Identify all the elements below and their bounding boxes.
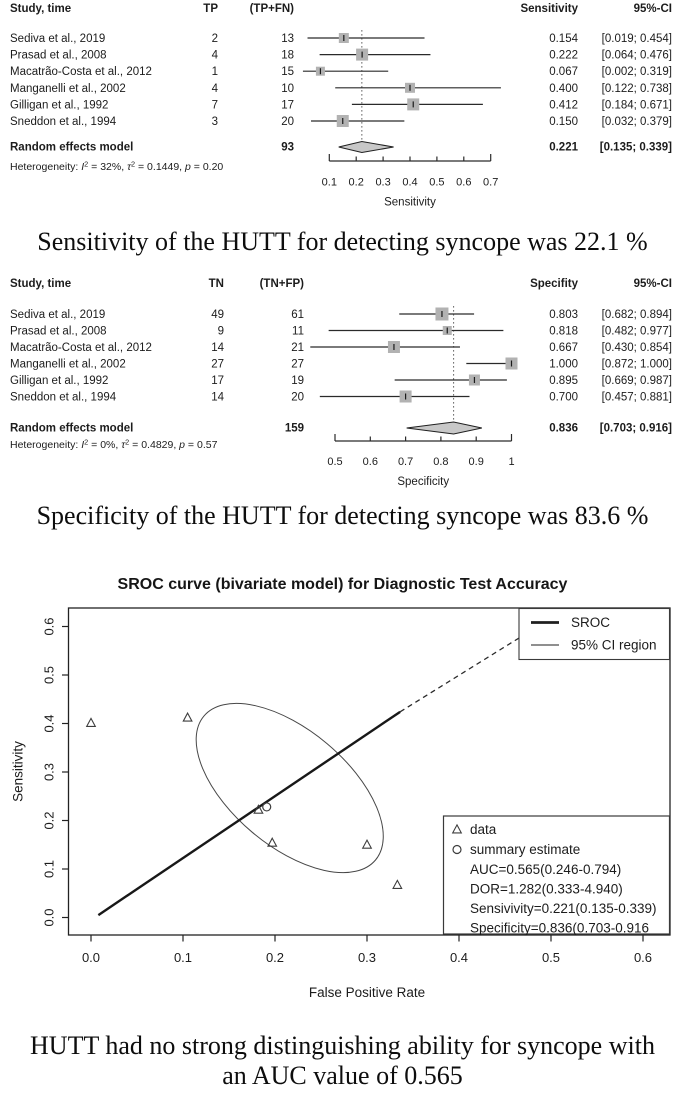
col-header-n: TN [208, 278, 224, 290]
ci-value: [0.682; 0.894] [601, 309, 672, 321]
forest-row [10, 66, 672, 78]
summary-estimate-circle [263, 803, 271, 811]
col-header-estimate: Sensitivity [520, 3, 578, 15]
pooled-diamond [407, 422, 482, 434]
estimate-value: 0.067 [549, 66, 578, 79]
ci-value: [0.482; 0.977] [601, 325, 672, 338]
legend-stat-line: Sensivivity=0.221(0.135-0.339) [470, 901, 657, 916]
axis-tick-label: 0.6 [456, 176, 472, 189]
col-header-total: (TP+FN) [249, 3, 294, 15]
total-value: 27 [291, 358, 304, 371]
axis-tick-label: 0.9 [468, 456, 484, 468]
y-axis-title: Sensitivity [10, 741, 26, 802]
axis-tick-label: 0.7 [397, 456, 414, 468]
data-triangle [363, 840, 372, 848]
total-value: 19 [291, 375, 304, 387]
col-header-ci: 95%-CI [633, 3, 672, 15]
axis-title: Sensitivity [384, 196, 436, 209]
data-triangle [87, 718, 96, 726]
study-label: Macatrão-Costa et al., 2012 [10, 66, 152, 79]
x-tick-label: 0.5 [541, 950, 561, 965]
caption-auc [0, 1031, 685, 1091]
forest-row [10, 391, 672, 404]
y-tick-label: 0.4 [41, 714, 57, 733]
estimate-value: 0.412 [549, 99, 578, 112]
study-label: Manganelli et al., 2002 [10, 82, 126, 95]
forest-row [10, 33, 672, 45]
estimate-value: 0.400 [549, 82, 578, 95]
ci-value: [0.064; 0.476] [601, 49, 672, 62]
forest-row [10, 308, 672, 322]
study-label: Gilligan et al., 1992 [10, 375, 109, 387]
pooled-label: Random effects model [10, 141, 134, 154]
pooled-total: 159 [284, 422, 304, 435]
n-value: 2 [211, 33, 218, 45]
study-label: Manganelli et al., 2002 [10, 358, 126, 371]
forest-row [10, 83, 672, 95]
sroc-line-extrapolated [400, 638, 519, 712]
n-value: 7 [211, 99, 218, 112]
total-value: 10 [281, 82, 294, 95]
study-label: Gilligan et al., 1992 [10, 99, 109, 112]
estimate-value: 0.667 [549, 342, 578, 354]
estimate-value: 0.154 [549, 33, 578, 45]
y-tick-label: 0.0 [41, 908, 57, 927]
n-value: 17 [211, 375, 224, 387]
legend-stat-line: AUC=0.565(0.246-0.794) [470, 862, 622, 877]
legend-label: data [470, 822, 497, 837]
ci-value: [0.032; 0.379] [601, 116, 672, 128]
forest-row [10, 375, 672, 388]
x-axis-title: False Positive Rate [308, 985, 426, 1000]
total-value: 61 [291, 309, 304, 321]
study-label: Macatrão-Costa et al., 2012 [10, 342, 152, 354]
data-triangle [183, 713, 192, 721]
y-tick-label: 0.6 [41, 617, 57, 636]
estimate-value: 1.000 [549, 358, 578, 371]
col-header-n: TP [203, 3, 218, 15]
study-label: Sediva et al., 2019 [10, 309, 106, 321]
pooled-diamond [339, 142, 394, 153]
ci-value: [0.457; 0.881] [601, 391, 672, 404]
study-label: Prasad et al., 2008 [10, 49, 107, 62]
ci-value: [0.122; 0.738] [601, 82, 672, 95]
ci-value: [0.430; 0.854] [601, 342, 672, 354]
x-tick-label: 0.3 [357, 950, 377, 965]
axis-tick-label: 0.7 [483, 176, 499, 189]
pooled-ci: [0.703; 0.916] [599, 422, 672, 435]
forest-row [10, 326, 672, 338]
pooled-label: Random effects model [10, 422, 134, 435]
total-value: 20 [281, 116, 294, 128]
ci-value: [0.002; 0.319] [601, 66, 672, 79]
axis-tick-label: 0.4 [402, 176, 418, 189]
sroc-plot [11, 608, 671, 1000]
study-label: Sneddon et al., 1994 [10, 391, 117, 404]
n-value: 3 [211, 116, 218, 128]
axis-tick-label: 0.6 [362, 456, 378, 468]
ci-region-ellipse [167, 672, 413, 905]
total-value: 21 [291, 342, 304, 354]
estimate-value: 0.700 [549, 391, 578, 404]
col-header-estimate: Specifity [530, 278, 578, 290]
n-value: 9 [217, 325, 224, 338]
legend-stat-line: Specificity=0.836(0.703-0.916 [470, 920, 649, 936]
y-tick-label: 0.2 [41, 811, 57, 830]
heterogeneity-text: Heterogeneity: $I^2 = 0\%$, $\tau^2 = 0.4829$, p = 0.57 [10, 437, 218, 451]
specificity-forest [10, 278, 672, 488]
forest-row [10, 98, 672, 111]
study-label: Sediva et al., 2019 [10, 33, 106, 45]
n-value: 4 [211, 49, 218, 62]
legend-label: SROC [571, 615, 611, 630]
ci-value: [0.184; 0.671] [601, 99, 672, 112]
legend-label: 95% CI region [571, 637, 657, 653]
col-header-total: (TN+FP) [259, 278, 304, 290]
heterogeneity-text: Heterogeneity: $I^2 = 32\%$, $\tau^2 = 0.1449$, p = 0.20 [10, 159, 224, 173]
col-header-study: Study, time [10, 278, 72, 290]
caption-sensitivity: Sensitivity of the HUTT for detecting syncope was 22.1 % [37, 227, 648, 256]
data-triangle [393, 880, 402, 888]
y-tick-label: 0.3 [41, 762, 57, 782]
y-tick-label: 0.5 [41, 665, 57, 685]
caption-auc-line1: HUTT had no strong distinguishing ability for syncope with [30, 1031, 655, 1060]
forest-row [10, 358, 672, 371]
forest-row [10, 49, 672, 62]
estimate-value: 0.803 [549, 309, 578, 321]
axis-tick-label: 1 [508, 456, 515, 468]
axis-tick-label: 0.8 [433, 456, 449, 468]
ci-value: [0.669; 0.987] [601, 375, 672, 387]
axis-tick-label: 0.2 [348, 176, 364, 189]
x-tick-label: 0.1 [173, 950, 193, 965]
pooled-ci: [0.135; 0.339] [599, 141, 672, 154]
legend-stat-line: DOR=1.282(0.333-4.940) [470, 881, 623, 897]
total-value: 20 [291, 391, 304, 404]
sroc-line-solid [98, 712, 400, 915]
axis-tick-label: 0.5 [429, 176, 445, 189]
estimate-value: 0.150 [549, 116, 578, 128]
estimate-value: 0.222 [549, 49, 578, 62]
col-header-study: Study, time [10, 3, 72, 15]
axis-title: Specificity [397, 476, 450, 488]
n-value: 4 [211, 82, 218, 95]
ci-value: [0.872; 1.000] [601, 358, 672, 371]
x-tick-label: 0.2 [265, 950, 285, 965]
study-label: Prasad et al., 2008 [10, 325, 107, 338]
total-value: 15 [281, 66, 294, 79]
y-tick-label: 0.1 [41, 859, 57, 879]
n-value: 14 [211, 342, 224, 354]
total-value: 18 [281, 49, 294, 62]
forest-row [10, 115, 672, 128]
legend-lines [519, 609, 670, 660]
pooled-estimate: 0.836 [549, 422, 578, 435]
legend-label: summary estimate [470, 842, 581, 857]
n-value: 1 [211, 66, 218, 79]
total-value: 13 [281, 33, 294, 45]
sensitivity-forest [10, 3, 672, 209]
col-header-ci: 95%-CI [633, 278, 672, 290]
x-tick-label: 0.4 [449, 950, 469, 965]
total-value: 11 [292, 325, 304, 338]
forest-row [10, 341, 672, 354]
axis-tick-label: 0.1 [321, 176, 337, 189]
pooled-total: 93 [281, 141, 294, 154]
axis-tick-label: 0.5 [327, 456, 343, 468]
ci-value: [0.019; 0.454] [601, 33, 672, 45]
caption-specificity: Specificity of the HUTT for detecting syncope was 83.6 % [36, 501, 649, 530]
x-tick-label: 0.6 [633, 950, 653, 965]
axis-tick-label: 0.3 [375, 176, 391, 189]
estimate-value: 0.895 [549, 375, 578, 387]
legend-stats [444, 816, 670, 936]
pooled-estimate: 0.221 [549, 141, 578, 154]
sroc-title: SROC curve (bivariate model) for Diagnostic Test Accuracy [117, 576, 568, 593]
n-value: 14 [211, 391, 224, 404]
caption-auc-line2: an AUC value of 0.565 [222, 1061, 463, 1090]
study-label: Sneddon et al., 1994 [10, 116, 117, 128]
total-value: 17 [281, 99, 294, 112]
n-value: 27 [211, 358, 224, 371]
x-tick-label: 0.0 [81, 950, 101, 965]
n-value: 49 [211, 309, 224, 321]
estimate-value: 0.818 [549, 325, 578, 338]
